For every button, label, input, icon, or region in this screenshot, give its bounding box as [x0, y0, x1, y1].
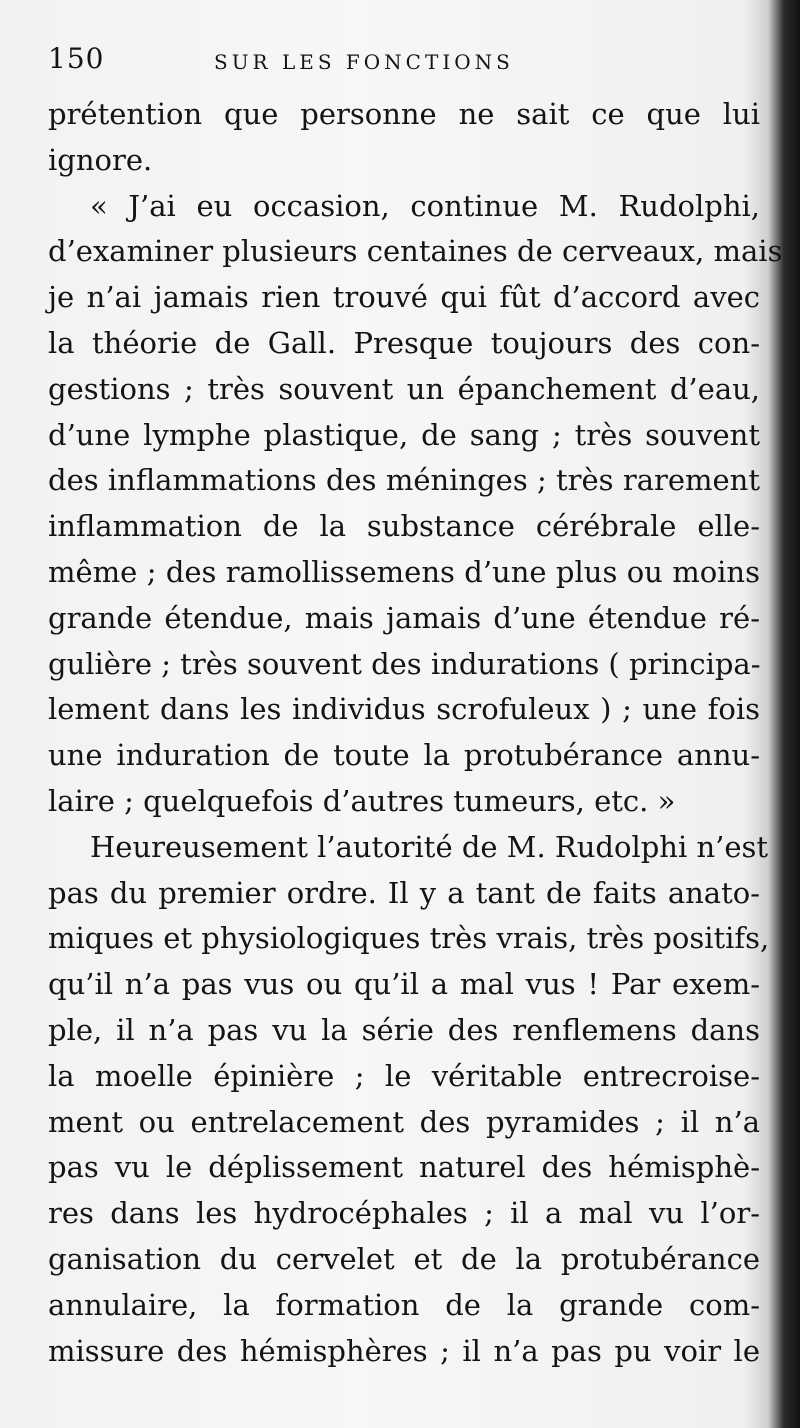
text-line: je n’ai jamais rien trouvé qui fût d’accord avec	[48, 280, 760, 315]
page-number: 150	[48, 42, 105, 75]
text-line: la théorie de Gall. Presque toujours des con-	[48, 325, 760, 360]
text-line: laire ; quelquefois d’autres tumeurs, etc. »	[48, 783, 676, 818]
text-line: d’examiner plusieurs centaines de cerveaux, mais	[48, 234, 783, 269]
running-title: SUR LES FONCTIONS	[214, 50, 514, 74]
text-line: inflammation de la substance cérébrale elle-	[48, 509, 760, 544]
text-line: une induration de toute la protubérance annu-	[48, 738, 760, 773]
text-line: ignore.	[48, 142, 153, 177]
text-line: annulaire, la formation de la grande com-	[48, 1287, 760, 1322]
text-line: lement dans les individus scrofuleux ) ; une fois	[48, 692, 760, 727]
text-line: la moelle épinière ; le véritable entrecroise-	[48, 1058, 760, 1093]
text-line: missure des hémisphères ; il n’a pas pu voir le	[48, 1333, 760, 1368]
text-line: ment ou entrelacement des pyramides ; il n’a	[48, 1104, 760, 1139]
body-text	[48, 92, 783, 1374]
text-line: pas du premier ordre. Il y a tant de faits anato-	[48, 875, 760, 910]
text-line: ganisation du cervelet et de la protubérance	[48, 1241, 760, 1276]
text-line: même ; des ramollissemens d’une plus ou moins	[48, 554, 760, 589]
text-line: prétention que personne ne sait ce que lui	[48, 97, 760, 131]
text-line: des inflammations des méninges ; très rarement	[48, 463, 760, 498]
text-line: Heureusement l’autorité de M. Rudolphi n’est	[90, 829, 769, 864]
text-line: res dans les hydrocéphales ; il a mal vu l’or-	[48, 1196, 760, 1231]
text-line: gestions ; très souvent un épanchement d’eau,	[48, 371, 760, 406]
text-line: gulière ; très souvent des indurations ( principa-	[48, 646, 761, 681]
text-line: « J’ai eu occasion, continue M. Rudolphi,	[90, 188, 760, 223]
text-line: pas vu le déplissement naturel des hémisphè-	[48, 1150, 760, 1185]
text-line: ple, il n’a pas vu la série des renflemens dans	[48, 1012, 760, 1047]
page-header	[48, 42, 758, 82]
text-line: grande étendue, mais jamais d’une étendue ré-	[48, 600, 760, 635]
text-line: qu’il n’a pas vus ou qu’il a mal vus ! Par exem-	[48, 967, 760, 1002]
text-line: miques et physiologiques très vrais, très positifs,	[48, 921, 770, 956]
text-line: d’une lymphe plastique, de sang ; très souvent	[48, 417, 760, 452]
